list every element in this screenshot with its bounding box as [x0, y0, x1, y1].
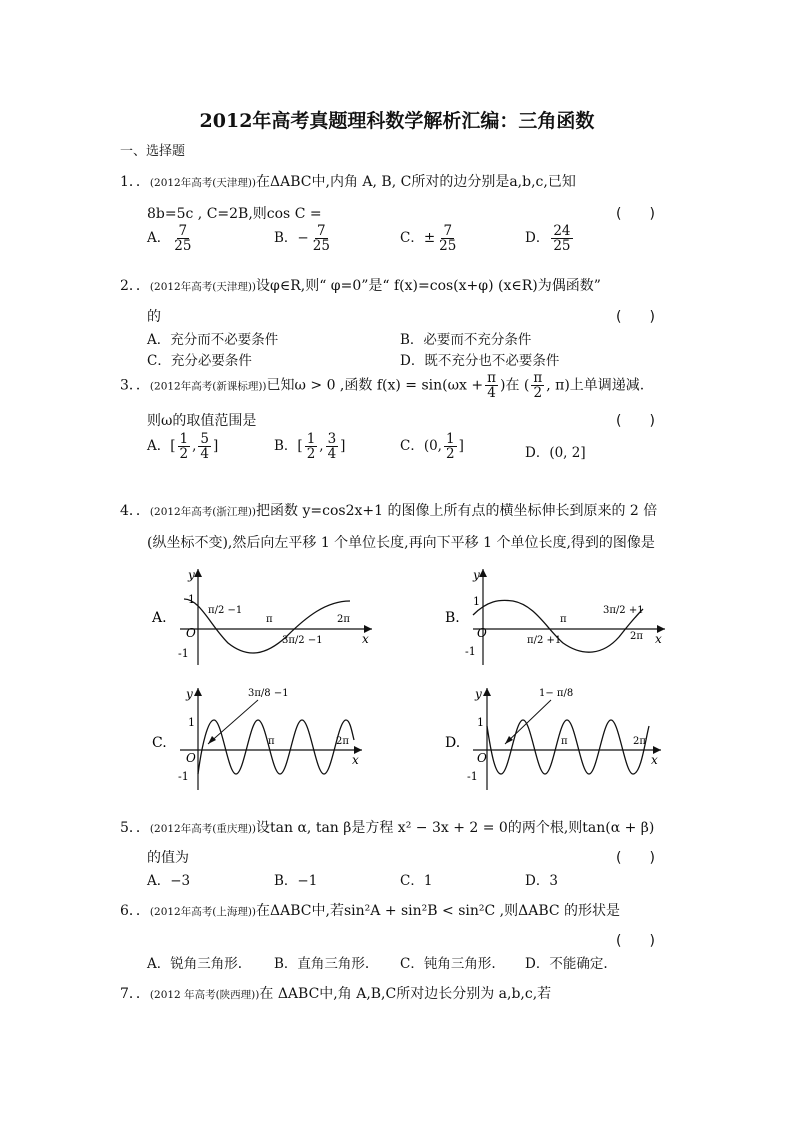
- option-d: D．不能确定.: [525, 956, 608, 972]
- annotation: 3π/8 −1: [248, 688, 289, 699]
- question-text: 的: [147, 309, 161, 325]
- tick-label-neg1: -1: [178, 647, 189, 660]
- answer-parentheses: ( ): [616, 206, 655, 222]
- graph-c: [150, 682, 370, 792]
- option-c: C．1: [400, 873, 433, 889]
- tick-label-neg1: -1: [178, 770, 189, 783]
- question-number: 7．．: [120, 986, 150, 1002]
- question-text: 已知ω > 0 ,函数 f(x) = sin(ωx +: [266, 377, 484, 394]
- question-text: 在ΔABC中,内角 A, B, C所对的边分别是a,b,c,已知: [256, 174, 576, 190]
- option-a: A．充分而不必要条件: [147, 332, 279, 348]
- y-axis-label: y: [475, 687, 482, 701]
- question-source: (2012年高考(上海理)): [149, 906, 257, 918]
- tick-label-2pi: 2π: [633, 736, 646, 747]
- origin-label: O: [186, 626, 196, 640]
- option-a: A． $\frac{7}{25}$: [147, 223, 192, 255]
- tick-label-pi: π: [560, 614, 567, 625]
- question-text: 设tan α, tan β是方程 x² − 3x + 2 = 0的两个根,则tan(α + β): [256, 820, 655, 836]
- annotation-1: π/2 −1: [208, 605, 243, 616]
- option-a: A．−3: [147, 873, 191, 889]
- option-c: C．(0, $\frac{1}{2}$ ]: [400, 431, 464, 463]
- page-title: 2012年高考真题理科数学解析汇编：三角函数: [199, 110, 595, 132]
- answer-parentheses: ( ): [616, 309, 655, 325]
- option-c: C．充分必要条件: [147, 353, 252, 369]
- graph-label: C.: [152, 735, 167, 751]
- x-axis-label: x: [362, 632, 369, 646]
- y-axis-label: y: [188, 568, 195, 582]
- option-d: D．(0, 2]: [525, 445, 586, 461]
- question-text: (纵坐标不变),然后向左平移 1 个单位长度,再向下平移 1 个单位长度,得到的图像是: [147, 535, 655, 551]
- option-b: B．− $\frac{7}{25}$: [274, 223, 330, 255]
- question-number: 2．．: [120, 278, 150, 294]
- question-text: 则ω的取值范围是: [147, 413, 257, 429]
- graph-label: B.: [445, 610, 460, 626]
- option-b: B．直角三角形.: [274, 956, 370, 972]
- question-number: 1．．: [120, 174, 150, 190]
- option-a: A．锐角三角形.: [147, 956, 243, 972]
- tick-label-1: 1: [473, 595, 480, 608]
- tick-label-neg1: -1: [465, 645, 476, 658]
- tick-label-neg1: -1: [467, 770, 478, 783]
- option-d: D．3: [525, 873, 558, 889]
- curve: [198, 720, 354, 774]
- graph-d: [443, 682, 668, 792]
- origin-label: O: [477, 626, 487, 640]
- question-text: 在ΔABC中,若sin²A + sin²B < sin²C ,则ΔABC 的形状是: [256, 903, 621, 919]
- graph-b: [443, 565, 673, 670]
- question-number: 5．．: [120, 820, 150, 836]
- question-text: 把函数 y=cos2x+1 的图像上所有点的横坐标伸长到原来的 2 倍: [256, 503, 658, 519]
- graph-label: A.: [152, 610, 167, 626]
- option-d: D．既不充分也不必要条件: [400, 353, 560, 369]
- option-b: B．−1: [274, 873, 318, 889]
- graph-label: D.: [445, 735, 461, 751]
- graph-a: [150, 565, 380, 670]
- question-source: (2012年高考(重庆理)): [149, 823, 257, 835]
- annotation-1: π/2 +1: [527, 635, 562, 646]
- question-text: 的值为: [147, 850, 189, 866]
- origin-label: O: [186, 751, 196, 765]
- y-axis-label: y: [186, 687, 193, 701]
- annotation: 1− π/8: [539, 688, 574, 699]
- option-b: B．必要而不充分条件: [400, 332, 532, 348]
- question-number: 6．．: [120, 903, 150, 919]
- tick-label-2pi: 2π: [337, 614, 350, 625]
- answer-parentheses: ( ): [616, 850, 655, 866]
- option-d: D． $\frac{24}{25}$: [525, 223, 571, 255]
- option-a: A．[ $\frac{1}{2}$ , $\frac{5}{4}$ ]: [147, 431, 219, 463]
- curve: [487, 720, 649, 774]
- question-source: (2012年高考(天津理)): [149, 177, 257, 189]
- question-text: 8b=5c , C=2B,则cos C =: [147, 206, 322, 222]
- annotation-2: 3π/2 −1: [282, 635, 323, 646]
- y-axis-label: y: [473, 568, 480, 582]
- question-source: (2012年高考(浙江理)): [149, 506, 257, 518]
- question-source: (2012年高考(天津理)): [149, 281, 257, 293]
- x-axis-label: x: [352, 753, 359, 767]
- question-text: 设φ∈R,则“ φ=0”是“ f(x)=cos(x+φ) (x∈R)为偶函数”: [256, 278, 601, 294]
- origin-label: O: [477, 751, 487, 765]
- option-c: C．钝角三角形.: [400, 956, 496, 972]
- question-text: 在 ΔABC中,角 A,B,C所对边长分别为 a,b,c,若: [259, 986, 552, 1002]
- tick-label-pi: π: [266, 614, 273, 625]
- tick-label-pi: π: [561, 736, 568, 747]
- annotation-2: 3π/2 +1: [603, 605, 644, 616]
- x-axis-label: x: [651, 753, 658, 767]
- tick-label-pi: π: [268, 736, 275, 747]
- answer-parentheses: ( ): [616, 933, 655, 949]
- x-axis-label: x: [655, 632, 662, 646]
- question-number: 4．．: [120, 503, 150, 519]
- tick-label-2pi: 2π: [336, 736, 349, 747]
- option-b: B．[ $\frac{1}{2}$ , $\frac{3}{4}$ ]: [274, 431, 346, 463]
- option-c: C．± $\frac{7}{25}$: [400, 223, 457, 255]
- question-source: (2012年高考(新课标理)): [149, 380, 267, 393]
- tick-label-1: 1: [188, 716, 195, 729]
- answer-parentheses: ( ): [616, 413, 655, 429]
- question-number: 3．．: [120, 377, 150, 394]
- question-source: (2012 年高考(陕西理)): [149, 989, 260, 1001]
- tick-label-1: 1: [477, 716, 484, 729]
- section-heading: 一、选择题: [120, 144, 186, 159]
- tick-label-2pi: 2π: [630, 631, 643, 642]
- tick-label-1: 1: [188, 593, 195, 606]
